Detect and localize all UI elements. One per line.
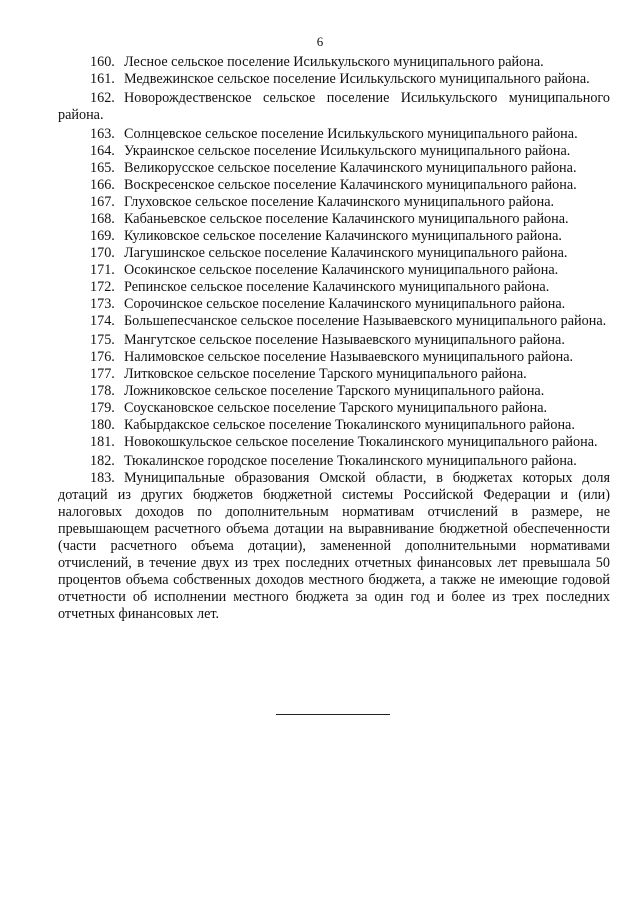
item-number: 179. [90, 400, 115, 416]
item-text: Кабырдакское сельское поселение Тюкалинского муниципального района. [124, 417, 575, 433]
item-number: 175. [90, 332, 115, 348]
list-item [58, 332, 610, 349]
list-item [58, 366, 610, 383]
list-item [58, 313, 610, 330]
list-item [58, 90, 610, 124]
item-text: Налимовское сельское поселение Называевского муниципального района. [124, 349, 574, 365]
list-item [58, 71, 610, 88]
item-number: 183. [90, 470, 115, 486]
list-item [58, 228, 610, 245]
item-number: 160. [90, 54, 115, 70]
list-item [58, 143, 610, 160]
item-text: Сорочинское сельское поселение Калачинского муниципального района. [124, 296, 566, 312]
list-item [58, 126, 610, 143]
list-item [58, 262, 610, 279]
list-item [58, 211, 610, 228]
list-item [58, 383, 610, 400]
document-body [58, 54, 610, 623]
item-text: Лесное сельское поселение Исилькульского муниципального района. [124, 54, 544, 70]
item-number: 182. [90, 453, 115, 469]
item-text: Репинское сельское поселение Калачинского муниципального района. [124, 279, 550, 295]
list-item [58, 434, 610, 451]
end-separator-line [276, 714, 390, 715]
item-text: Кабаньевское сельское поселение Калачинского муниципального района. [124, 211, 569, 227]
item-text: Лагушинское сельское поселение Калачинского муниципального района. [124, 245, 568, 261]
item-number: 165. [90, 160, 115, 176]
list-item [58, 279, 610, 296]
list-item [58, 54, 610, 71]
list-item [58, 349, 610, 366]
list-item [58, 194, 610, 211]
item-text: Медвежинское сельское поселение Исилькульского муниципального района. [124, 71, 590, 87]
item-text: Великорусское сельское поселение Калачинского муниципального района. [124, 160, 577, 176]
item-number: 171. [90, 262, 115, 278]
item-text: Тюкалинское городское поселение Тюкалинского муниципального района. [124, 453, 577, 469]
item-number: 180. [90, 417, 115, 433]
item-text: Большепесчанское сельское поселение Называевского муниципального района. [124, 313, 607, 329]
item-number: 170. [90, 245, 115, 261]
list-item [58, 177, 610, 194]
item-text: Литковское сельское поселение Тарского муниципального района. [124, 366, 527, 382]
item-text: Воскресенское сельское поселение Калачинского муниципального района. [124, 177, 577, 193]
item-number: 178. [90, 383, 115, 399]
item-number: 162. [90, 90, 115, 106]
list-item [58, 296, 610, 313]
item-text: Солнцевское сельское поселение Исилькульского муниципального района. [124, 126, 578, 142]
list-item [58, 245, 610, 262]
item-text: Мангутское сельское поселение Называевского муниципального района. [124, 332, 565, 348]
item-text: Новокошкульское сельское поселение Тюкалинского муниципального района. [124, 434, 598, 450]
item-number: 161. [90, 71, 115, 87]
item-text: Муниципальные образования Омской области, в бюджетах которых доля дотаций из других бюджетов бюджетной системы Российской Федерации и (или) налоговых доходов по дополнительным нормативам отчислений в размере, не превышающем расчетного объема дотации на выравнивание бюджетной обеспеченности (части расчетного объема дотации), замененной дополнительными нормативами отчислений, в течение двух из трех последних отчетных финансовых лет превышала 50 процентов объема собственных доходов местного бюджета, а также не имеющие годовой отчетности об исполнении местного бюджета за один год и более из трех последних отчетных финансовых лет. [58, 470, 610, 622]
list-item [58, 470, 610, 623]
item-text: Новорождественское сельское поселение Исилькульского муниципального района. [58, 90, 610, 123]
item-number: 177. [90, 366, 115, 382]
list-item [58, 160, 610, 177]
item-number: 181. [90, 434, 115, 450]
item-number: 173. [90, 296, 115, 312]
item-text: Соускановское сельское поселение Тарского муниципального района. [124, 400, 548, 416]
list-item [58, 417, 610, 434]
item-number: 172. [90, 279, 115, 295]
item-number: 167. [90, 194, 115, 210]
list-item [58, 453, 610, 470]
item-text: Куликовское сельское поселение Калачинского муниципального района. [124, 228, 562, 244]
item-number: 164. [90, 143, 115, 159]
item-text: Ложниковское сельское поселение Тарского муниципального района. [124, 383, 545, 399]
page-number: 6 [316, 34, 324, 49]
item-number: 176. [90, 349, 115, 365]
list-item [58, 400, 610, 417]
item-number: 166. [90, 177, 115, 193]
item-number: 168. [90, 211, 115, 227]
item-text: Осокинское сельское поселение Калачинского муниципального района. [124, 262, 559, 278]
item-text: Глуховское сельское поселение Калачинского муниципального района. [124, 194, 555, 210]
item-number: 174. [90, 313, 115, 329]
item-text: Украинское сельское поселение Исилькульского муниципального района. [124, 143, 571, 159]
item-number: 169. [90, 228, 115, 244]
item-number: 163. [90, 126, 115, 142]
